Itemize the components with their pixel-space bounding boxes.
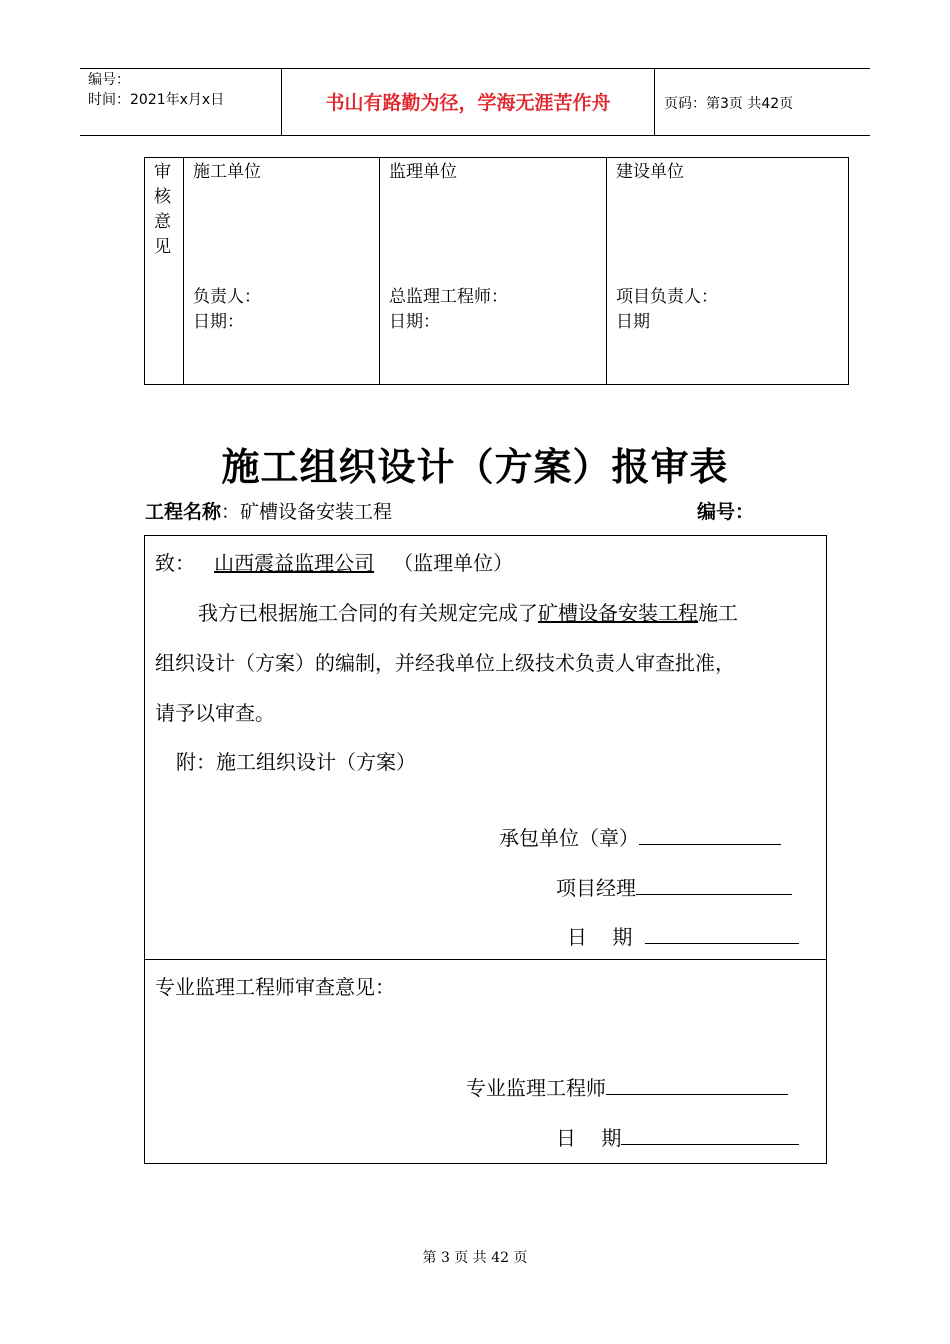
review-label-char: 见 [154, 237, 171, 257]
header-code-label: 编号： [88, 72, 130, 88]
recipient-line [155, 550, 513, 576]
attachment-line: 附：施工组织设计（方案） [176, 750, 416, 774]
review-table-divider [606, 157, 607, 385]
manager-label: 项目经理 [556, 876, 636, 900]
page-footer: 第 3 页 共 42 页 [422, 1250, 528, 1266]
paragraph-text: 施工 [698, 601, 738, 625]
review-date-construction: 日期： [193, 312, 244, 332]
header-time-label: 时间：2021年x月x日 [88, 92, 225, 108]
review-label-char: 意 [154, 212, 171, 232]
review-date-supervision: 日期： [389, 312, 440, 332]
header-meta [88, 70, 224, 110]
header-top-rule [80, 68, 870, 69]
paragraph-line-2: 组织设计（方案）的编制，并经我单位上级技术负责人审查批准， [155, 651, 735, 675]
date-signature-line[interactable] [645, 923, 799, 944]
contractor-label: 承包单位（章） [499, 826, 639, 850]
manager-signature-row [556, 874, 792, 901]
manager-signature-line[interactable] [636, 874, 792, 895]
review-unit-owner: 建设单位 [616, 162, 684, 182]
to-label: 致： [155, 551, 195, 575]
paragraph-text: 我方已根据施工合同的有关规定完成了 [198, 601, 538, 625]
engineer-date-signature-line[interactable] [621, 1124, 799, 1145]
review-date-owner: 日期 [616, 312, 650, 332]
contractor-signature-line[interactable] [639, 824, 781, 845]
engineer-label: 专业监理工程师 [466, 1076, 606, 1100]
review-signer-construction: 负责人： [193, 287, 261, 307]
engineer-signature-line[interactable] [606, 1074, 788, 1095]
engineer-date-label: 日 期 [556, 1126, 622, 1150]
review-table-divider [183, 157, 184, 385]
review-signer-owner: 项目负责人： [616, 287, 718, 307]
review-label-char: 核 [154, 187, 171, 207]
project-separator: ： [221, 501, 241, 523]
review-table [144, 157, 849, 385]
engineer-review-heading: 专业监理工程师审查意见： [155, 975, 395, 999]
engineer-date-row [556, 1124, 799, 1151]
form-title: 施工组织设计（方案）报审表 [221, 444, 729, 489]
date-row [567, 923, 799, 950]
recipient-unit-suffix: （监理单位） [393, 551, 514, 575]
review-unit-supervision: 监理单位 [389, 162, 457, 182]
recipient-unit: 山西震益监理公司 [214, 551, 375, 575]
paragraph-line-3: 请予以审查。 [155, 701, 275, 725]
review-unit-construction: 施工单位 [193, 162, 261, 182]
review-signer-supervision: 总监理工程师： [389, 287, 508, 307]
header-page-info: 页码：第3页 共42页 [664, 96, 794, 112]
engineer-signature-row [466, 1074, 788, 1101]
project-label: 工程名称 [145, 501, 222, 523]
header-bottom-rule [80, 135, 870, 136]
paragraph-line-1 [198, 600, 738, 626]
header-divider [654, 68, 655, 135]
review-vertical-label [154, 160, 172, 260]
contractor-signature-row [499, 824, 781, 851]
project-name-row [145, 497, 392, 524]
project-name: 矿槽设备安装工程 [240, 501, 393, 523]
review-table-divider [379, 157, 380, 385]
header-motto: 书山有路勤为径，学海无涯苦作舟 [325, 92, 611, 114]
form-code-label: 编号： [697, 501, 755, 523]
date-label: 日 期 [567, 925, 633, 949]
review-label-char: 审 [154, 162, 171, 182]
paragraph-project-name: 矿槽设备安装工程 [538, 601, 698, 625]
